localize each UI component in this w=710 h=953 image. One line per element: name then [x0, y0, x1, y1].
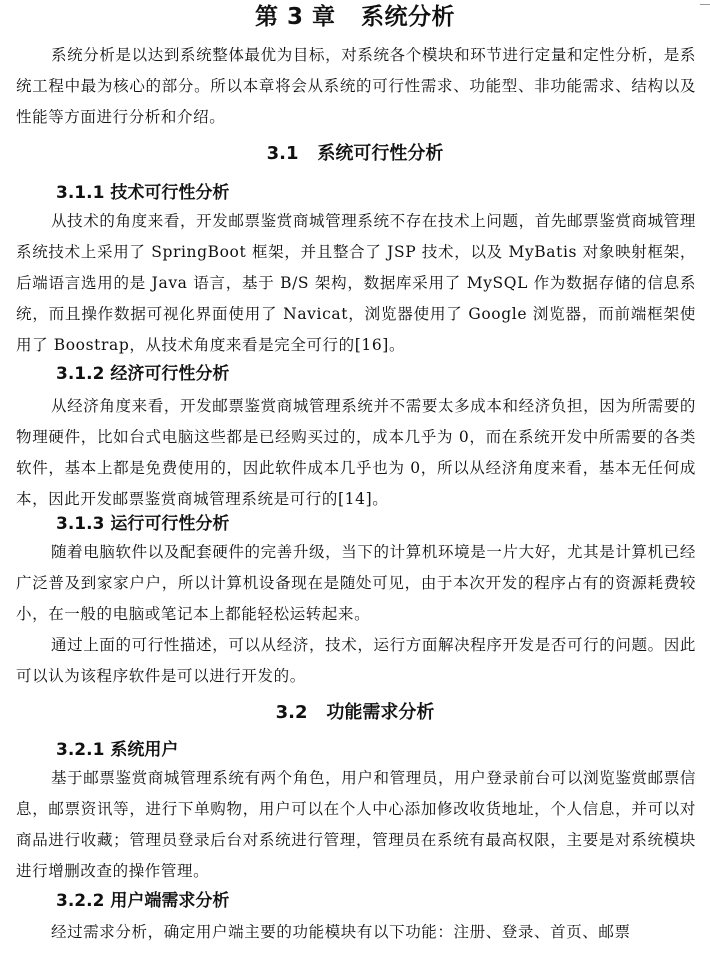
section-3-1-title: 3.1 系统可行性分析: [266, 143, 444, 164]
economic-feasibility-paragraph: 从经济角度来看，开发邮票鉴赏商城管理系统并不需要太多成本和经济负担，因为所需要的物理硬件，比如台式电脑这些都是已经购买过的，成本几乎为 0，而在系统开发中所需要的各类软件，基本上都是免费使用的，因此软件成本几乎也为 0，所以从经济角度来看，基本无任何成本，因此开发邮票鉴赏商城管理系统是可行的[14]。: [16, 397, 696, 508]
tech-feasibility-paragraph: 从技术的角度来看，开发邮票鉴赏商城管理系统不存在技术上问题，首先邮票鉴赏商城管理系统技术上采用了 SpringBoot 框架，并且整合了 JSP 技术，以及 MyBatis 对象映射框架，后端语言选用的是 Java 语言，基于 B/S 架构，数据库采用了 MySQL 作为数据存储的信息系统，而且操作数据可视化界面使用了 Navicat，浏览器使用了 Google 浏览器，而前端框架使用了 Boostrap，从技术角度来看是完全可行的[16]。: [16, 212, 696, 354]
operation-feasibility-paragraph-1: 随着电脑软件以及配套硬件的完善升级，当下的计算机环境是一片大好，尤其是计算机已经广泛普及到家家户户，所以计算机设备现在是随处可见，由于本次开发的程序占有的资源耗费较小，在一般的电脑或笔记本上都能轻松运转起来。: [16, 543, 696, 623]
subsection-3-1-1-title: 3.1.1 技术可行性分析: [56, 183, 230, 203]
subsection-3-1-3-title: 3.1.3 运行可行性分析: [56, 514, 230, 534]
intro-paragraph: 系统分析是以达到系统整体最优为目标，对系统各个模块和环节进行定量和定性分析，是系统工程中最为核心的部分。所以本章将会从系统的可行性需求、功能型、非功能需求、结构以及性能等方面进行分析和介绍。: [16, 46, 696, 126]
section-3-2-title: 3.2 功能需求分析: [275, 702, 435, 723]
subsection-3-2-2-title: 3.2.2 用户端需求分析: [56, 891, 230, 911]
operation-feasibility-paragraph-2: 通过上面的可行性描述，可以从经济，技术，运行方面解决程序开发是否可行的问题。因此可以认为该程序软件是可以进行开发的。: [16, 636, 696, 685]
user-requirements-paragraph: 经过需求分析，确定用户端主要的功能模块有以下功能：注册、登录、首页、邮票: [51, 923, 631, 941]
subsection-3-1-2-title: 3.1.2 经济可行性分析: [56, 364, 230, 384]
chapter-title: 第 3 章 系统分析: [254, 4, 456, 30]
system-users-paragraph: 基于邮票鉴赏商城管理系统有两个角色，用户和管理员，用户登录前台可以浏览鉴赏邮票信息，邮票资讯等，进行下单购物，用户可以在个人中心添加修改收货地址，个人信息，并可以对商品进行收藏；管理员登录后台对系统进行管理，管理员在系统有最高权限，主要是对系统模块进行增删改查的操作管理。: [16, 769, 696, 880]
subsection-3-2-1-title: 3.2.1 系统用户: [56, 740, 179, 760]
